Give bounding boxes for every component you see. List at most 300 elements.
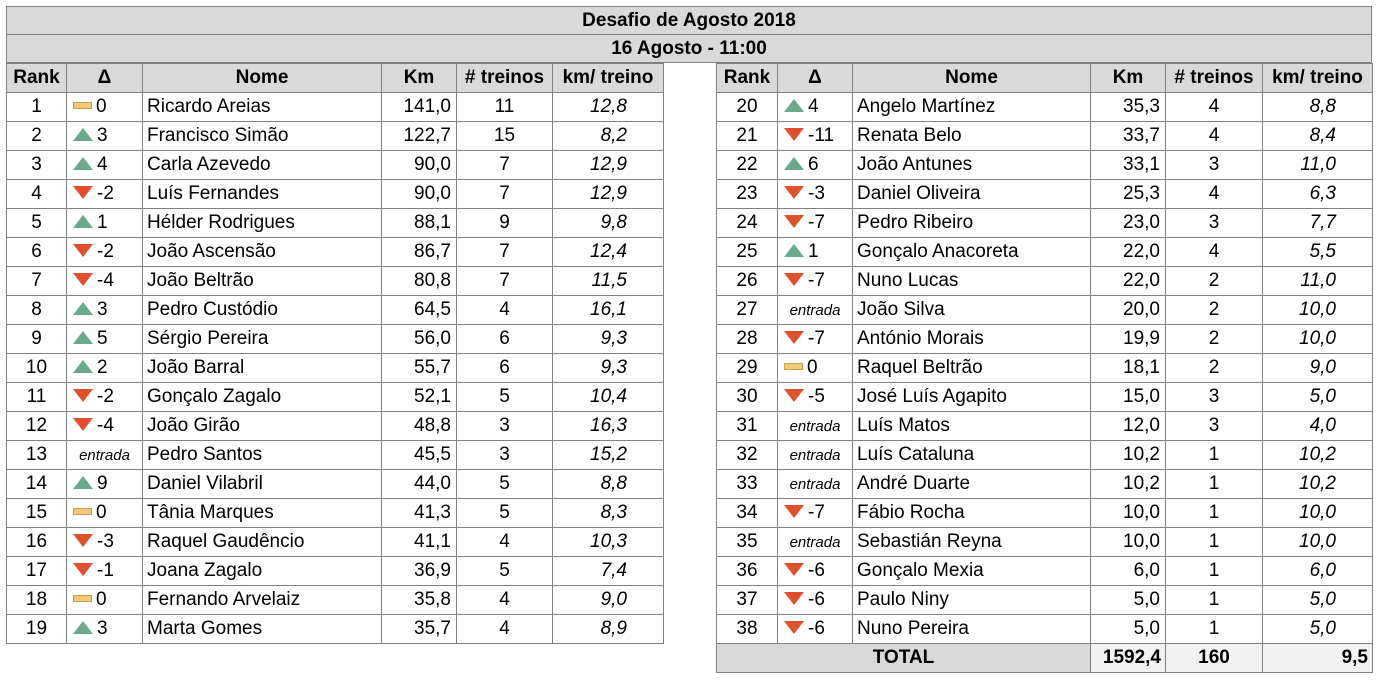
table-row bbox=[7, 151, 664, 180]
delta-cell bbox=[67, 470, 143, 499]
rank-cell: 14 bbox=[7, 470, 67, 499]
table-row bbox=[717, 93, 1373, 122]
triangle-down-icon bbox=[784, 592, 804, 605]
delta-cell bbox=[778, 122, 853, 151]
delta-value: entrada bbox=[789, 534, 841, 551]
km-per-treino-cell: 7,7 bbox=[1263, 209, 1373, 238]
delta-value: -7 bbox=[808, 211, 825, 233]
name-cell: Luís Fernandes bbox=[143, 180, 382, 209]
km-per-treino-cell: 12,4 bbox=[553, 238, 664, 267]
total-km: 1592,4 bbox=[1091, 644, 1166, 673]
km-cell: 19,9 bbox=[1091, 325, 1166, 354]
delta-value: -5 bbox=[808, 385, 825, 407]
triangle-up-icon bbox=[73, 476, 93, 489]
delta-value: 2 bbox=[97, 356, 108, 378]
rank-cell: 35 bbox=[717, 528, 778, 557]
equal-bar-icon bbox=[73, 508, 92, 515]
delta-cell bbox=[778, 151, 853, 180]
km-cell: 41,3 bbox=[382, 499, 457, 528]
km-cell: 33,1 bbox=[1091, 151, 1166, 180]
table-row bbox=[7, 267, 664, 296]
table-row bbox=[717, 354, 1373, 383]
km-cell: 25,3 bbox=[1091, 180, 1166, 209]
km-per-treino-cell: 8,4 bbox=[1263, 122, 1373, 151]
km-per-treino-cell: 5,5 bbox=[1263, 238, 1373, 267]
rank-cell: 27 bbox=[717, 296, 778, 325]
km-cell: 12,0 bbox=[1091, 412, 1166, 441]
table-row bbox=[717, 151, 1373, 180]
table-row bbox=[7, 586, 664, 615]
triangle-down-icon bbox=[784, 621, 804, 634]
treinos-cell: 7 bbox=[457, 238, 553, 267]
triangle-up-icon bbox=[784, 157, 804, 170]
header-row bbox=[7, 64, 664, 93]
km-per-treino-cell: 10,2 bbox=[1263, 470, 1373, 499]
delta-cell bbox=[778, 325, 853, 354]
table-row bbox=[7, 209, 664, 238]
km-cell: 10,2 bbox=[1091, 470, 1166, 499]
triangle-up-icon bbox=[73, 157, 93, 170]
table-row bbox=[717, 209, 1373, 238]
col-header-treinos: # treinos bbox=[1166, 64, 1263, 93]
table-row bbox=[717, 528, 1373, 557]
triangle-down-icon bbox=[73, 418, 93, 431]
km-cell: 5,0 bbox=[1091, 586, 1166, 615]
table-row bbox=[717, 441, 1373, 470]
km-per-treino-cell: 12,9 bbox=[553, 151, 664, 180]
name-cell: Raquel Beltrão bbox=[853, 354, 1091, 383]
treinos-cell: 1 bbox=[1166, 441, 1263, 470]
delta-value: 4 bbox=[97, 153, 108, 175]
table-row bbox=[7, 557, 664, 586]
table-row bbox=[717, 296, 1373, 325]
name-cell: Sebastián Reyna bbox=[853, 528, 1091, 557]
delta-value: 5 bbox=[97, 327, 108, 349]
km-cell: 90,0 bbox=[382, 180, 457, 209]
rank-cell: 15 bbox=[7, 499, 67, 528]
treinos-cell: 4 bbox=[457, 615, 553, 644]
delta-value: -3 bbox=[808, 182, 825, 204]
km-cell: 23,0 bbox=[1091, 209, 1166, 238]
km-cell: 52,1 bbox=[382, 383, 457, 412]
name-cell: Tânia Marques bbox=[143, 499, 382, 528]
treinos-cell: 1 bbox=[1166, 615, 1263, 644]
rank-cell: 17 bbox=[7, 557, 67, 586]
table-row bbox=[717, 557, 1373, 586]
rank-cell: 6 bbox=[7, 238, 67, 267]
delta-value: 3 bbox=[97, 124, 108, 146]
km-cell: 122,7 bbox=[382, 122, 457, 151]
equal-bar-icon bbox=[784, 363, 803, 370]
total-row bbox=[717, 644, 1373, 673]
delta-value: -2 bbox=[97, 240, 114, 262]
treinos-cell: 5 bbox=[457, 470, 553, 499]
triangle-up-icon bbox=[73, 215, 93, 228]
name-cell: Sérgio Pereira bbox=[143, 325, 382, 354]
rank-cell: 31 bbox=[717, 412, 778, 441]
delta-value: -7 bbox=[808, 327, 825, 349]
delta-cell bbox=[67, 151, 143, 180]
rank-cell: 11 bbox=[7, 383, 67, 412]
table-row bbox=[717, 586, 1373, 615]
delta-cell bbox=[67, 238, 143, 267]
delta-value: 3 bbox=[97, 298, 108, 320]
delta-value: 3 bbox=[97, 617, 108, 639]
ranking-table-left bbox=[6, 63, 664, 644]
equal-bar-icon bbox=[73, 102, 92, 109]
delta-value: -6 bbox=[808, 617, 825, 639]
rank-cell: 19 bbox=[7, 615, 67, 644]
table-row bbox=[7, 325, 664, 354]
delta-cell bbox=[778, 470, 853, 499]
ranking-table-right bbox=[716, 63, 1373, 673]
name-cell: Nuno Pereira bbox=[853, 615, 1091, 644]
table-row bbox=[7, 122, 664, 151]
treinos-cell: 6 bbox=[457, 354, 553, 383]
table-row bbox=[717, 383, 1373, 412]
km-cell: 22,0 bbox=[1091, 267, 1166, 296]
treinos-cell: 4 bbox=[1166, 180, 1263, 209]
triangle-up-icon bbox=[784, 244, 804, 257]
km-cell: 36,9 bbox=[382, 557, 457, 586]
km-cell: 55,7 bbox=[382, 354, 457, 383]
delta-cell bbox=[778, 296, 853, 325]
km-cell: 41,1 bbox=[382, 528, 457, 557]
triangle-up-icon bbox=[73, 331, 93, 344]
km-cell: 6,0 bbox=[1091, 557, 1166, 586]
delta-value: -11 bbox=[808, 124, 835, 146]
treinos-cell: 6 bbox=[457, 325, 553, 354]
triangle-down-icon bbox=[784, 215, 804, 228]
delta-cell bbox=[778, 209, 853, 238]
name-cell: João Girão bbox=[143, 412, 382, 441]
km-per-treino-cell: 5,0 bbox=[1263, 615, 1373, 644]
triangle-up-icon bbox=[73, 360, 93, 373]
treinos-cell: 5 bbox=[457, 499, 553, 528]
delta-cell bbox=[67, 383, 143, 412]
table-row bbox=[7, 499, 664, 528]
triangle-up-icon bbox=[73, 128, 93, 141]
col-header-delta: Δ bbox=[67, 64, 143, 93]
name-cell: Luís Matos bbox=[853, 412, 1091, 441]
delta-cell bbox=[778, 557, 853, 586]
col-header-nome: Nome bbox=[853, 64, 1091, 93]
triangle-down-icon bbox=[784, 128, 804, 141]
delta-cell bbox=[67, 499, 143, 528]
km-per-treino-cell: 11,0 bbox=[1263, 151, 1373, 180]
delta-value: -2 bbox=[97, 182, 114, 204]
treinos-cell: 3 bbox=[1166, 412, 1263, 441]
delta-cell bbox=[778, 93, 853, 122]
treinos-cell: 7 bbox=[457, 151, 553, 180]
name-cell: Paulo Niny bbox=[853, 586, 1091, 615]
delta-value: entrada bbox=[789, 476, 841, 493]
km-per-treino-cell: 7,4 bbox=[553, 557, 664, 586]
delta-cell bbox=[67, 122, 143, 151]
treinos-cell: 11 bbox=[457, 93, 553, 122]
rank-cell: 10 bbox=[7, 354, 67, 383]
treinos-cell: 4 bbox=[1166, 122, 1263, 151]
equal-bar-icon bbox=[73, 595, 92, 602]
rank-cell: 32 bbox=[717, 441, 778, 470]
delta-value: -1 bbox=[97, 559, 114, 581]
km-per-treino-cell: 12,9 bbox=[553, 180, 664, 209]
km-per-treino-cell: 15,2 bbox=[553, 441, 664, 470]
name-cell: Daniel Oliveira bbox=[853, 180, 1091, 209]
name-cell: João Beltrão bbox=[143, 267, 382, 296]
km-cell: 20,0 bbox=[1091, 296, 1166, 325]
name-cell: Gonçalo Anacoreta bbox=[853, 238, 1091, 267]
table-row bbox=[7, 615, 664, 644]
treinos-cell: 3 bbox=[457, 441, 553, 470]
delta-cell bbox=[778, 441, 853, 470]
delta-value: 4 bbox=[808, 95, 819, 117]
delta-cell bbox=[67, 325, 143, 354]
name-cell: José Luís Agapito bbox=[853, 383, 1091, 412]
rank-cell: 16 bbox=[7, 528, 67, 557]
delta-cell bbox=[67, 354, 143, 383]
table-row bbox=[7, 441, 664, 470]
delta-value: entrada bbox=[789, 302, 841, 319]
table-row bbox=[7, 354, 664, 383]
name-cell: Gonçalo Zagalo bbox=[143, 383, 382, 412]
delta-value: -2 bbox=[97, 385, 114, 407]
delta-cell bbox=[67, 296, 143, 325]
delta-value: 9 bbox=[97, 472, 108, 494]
delta-cell bbox=[778, 528, 853, 557]
km-per-treino-cell: 9,3 bbox=[553, 354, 664, 383]
delta-value: -4 bbox=[97, 269, 114, 291]
treinos-cell: 4 bbox=[457, 528, 553, 557]
name-cell: Marta Gomes bbox=[143, 615, 382, 644]
table-row bbox=[7, 296, 664, 325]
delta-cell bbox=[67, 528, 143, 557]
km-cell: 35,8 bbox=[382, 586, 457, 615]
delta-value: 0 bbox=[96, 95, 107, 117]
delta-cell bbox=[67, 267, 143, 296]
rank-cell: 26 bbox=[717, 267, 778, 296]
col-header-rank: Rank bbox=[717, 64, 778, 93]
rank-cell: 7 bbox=[7, 267, 67, 296]
table-row bbox=[717, 470, 1373, 499]
km-per-treino-cell: 10,0 bbox=[1263, 296, 1373, 325]
delta-cell bbox=[67, 180, 143, 209]
rank-cell: 21 bbox=[717, 122, 778, 151]
km-cell: 35,3 bbox=[1091, 93, 1166, 122]
table-row bbox=[7, 412, 664, 441]
km-per-treino-cell: 6,0 bbox=[1263, 557, 1373, 586]
table-row bbox=[7, 528, 664, 557]
km-cell: 18,1 bbox=[1091, 354, 1166, 383]
rank-cell: 18 bbox=[7, 586, 67, 615]
treinos-cell: 7 bbox=[457, 180, 553, 209]
delta-value: entrada bbox=[789, 418, 841, 435]
rank-cell: 30 bbox=[717, 383, 778, 412]
treinos-cell: 3 bbox=[1166, 209, 1263, 238]
treinos-cell: 3 bbox=[1166, 151, 1263, 180]
delta-cell bbox=[778, 354, 853, 383]
rank-cell: 3 bbox=[7, 151, 67, 180]
table-row bbox=[717, 238, 1373, 267]
km-per-treino-cell: 11,5 bbox=[553, 267, 664, 296]
delta-value: 0 bbox=[807, 356, 818, 378]
rank-cell: 9 bbox=[7, 325, 67, 354]
treinos-cell: 3 bbox=[1166, 383, 1263, 412]
treinos-cell: 4 bbox=[457, 586, 553, 615]
treinos-cell: 2 bbox=[1166, 354, 1263, 383]
triangle-down-icon bbox=[73, 273, 93, 286]
delta-cell bbox=[67, 441, 143, 470]
km-per-treino-cell: 10,0 bbox=[1263, 499, 1373, 528]
delta-cell bbox=[778, 267, 853, 296]
triangle-down-icon bbox=[73, 244, 93, 257]
table-row bbox=[7, 180, 664, 209]
header-row bbox=[717, 64, 1373, 93]
page-title: Desafio de Agosto 2018 bbox=[6, 6, 1372, 35]
col-header-rank: Rank bbox=[7, 64, 67, 93]
km-per-treino-cell: 9,3 bbox=[553, 325, 664, 354]
km-cell: 45,5 bbox=[382, 441, 457, 470]
name-cell: João Barral bbox=[143, 354, 382, 383]
km-per-treino-cell: 10,2 bbox=[1263, 441, 1373, 470]
delta-value: -4 bbox=[97, 414, 114, 436]
name-cell: André Duarte bbox=[853, 470, 1091, 499]
triangle-down-icon bbox=[784, 273, 804, 286]
rank-cell: 13 bbox=[7, 441, 67, 470]
triangle-down-icon bbox=[784, 186, 804, 199]
rank-cell: 38 bbox=[717, 615, 778, 644]
km-per-treino-cell: 12,8 bbox=[553, 93, 664, 122]
triangle-down-icon bbox=[784, 331, 804, 344]
name-cell: Pedro Santos bbox=[143, 441, 382, 470]
table-row bbox=[717, 615, 1373, 644]
name-cell: Daniel Vilabril bbox=[143, 470, 382, 499]
km-per-treino-cell: 10,0 bbox=[1263, 528, 1373, 557]
km-per-treino-cell: 8,8 bbox=[1263, 93, 1373, 122]
rank-cell: 36 bbox=[717, 557, 778, 586]
name-cell: Renata Belo bbox=[853, 122, 1091, 151]
km-cell: 64,5 bbox=[382, 296, 457, 325]
rank-cell: 37 bbox=[717, 586, 778, 615]
treinos-cell: 4 bbox=[457, 296, 553, 325]
rank-cell: 25 bbox=[717, 238, 778, 267]
delta-value: -6 bbox=[808, 588, 825, 610]
delta-value: 0 bbox=[96, 588, 107, 610]
name-cell: Carla Azevedo bbox=[143, 151, 382, 180]
rank-cell: 4 bbox=[7, 180, 67, 209]
delta-value: -7 bbox=[808, 501, 825, 523]
delta-cell bbox=[778, 412, 853, 441]
treinos-cell: 7 bbox=[457, 267, 553, 296]
name-cell: Hélder Rodrigues bbox=[143, 209, 382, 238]
treinos-cell: 9 bbox=[457, 209, 553, 238]
triangle-up-icon bbox=[784, 99, 804, 112]
name-cell: Angelo Martínez bbox=[853, 93, 1091, 122]
delta-value: 0 bbox=[96, 501, 107, 523]
treinos-cell: 1 bbox=[1166, 499, 1263, 528]
triangle-up-icon bbox=[73, 621, 93, 634]
rank-cell: 29 bbox=[717, 354, 778, 383]
delta-value: -6 bbox=[808, 559, 825, 581]
table-row bbox=[717, 412, 1373, 441]
km-cell: 15,0 bbox=[1091, 383, 1166, 412]
table-row bbox=[7, 470, 664, 499]
treinos-cell: 2 bbox=[1166, 267, 1263, 296]
rank-cell: 23 bbox=[717, 180, 778, 209]
km-per-treino-cell: 10,4 bbox=[553, 383, 664, 412]
col-header-km-per-treino: km/ treino bbox=[1263, 64, 1373, 93]
rank-cell: 34 bbox=[717, 499, 778, 528]
delta-value: -3 bbox=[97, 530, 114, 552]
delta-cell bbox=[67, 557, 143, 586]
delta-cell bbox=[67, 93, 143, 122]
table-row bbox=[7, 383, 664, 412]
km-cell: 80,8 bbox=[382, 267, 457, 296]
km-per-treino-cell: 10,0 bbox=[1263, 325, 1373, 354]
triangle-down-icon bbox=[784, 389, 804, 402]
total-km-per-treino: 9,5 bbox=[1263, 644, 1373, 673]
delta-cell bbox=[67, 586, 143, 615]
name-cell: Gonçalo Mexia bbox=[853, 557, 1091, 586]
km-cell: 88,1 bbox=[382, 209, 457, 238]
km-cell: 141,0 bbox=[382, 93, 457, 122]
treinos-cell: 4 bbox=[1166, 238, 1263, 267]
triangle-down-icon bbox=[73, 186, 93, 199]
delta-value: -7 bbox=[808, 269, 825, 291]
treinos-cell: 15 bbox=[457, 122, 553, 151]
km-cell: 22,0 bbox=[1091, 238, 1166, 267]
delta-value: entrada bbox=[79, 447, 130, 464]
table-row bbox=[717, 180, 1373, 209]
name-cell: João Antunes bbox=[853, 151, 1091, 180]
rank-cell: 12 bbox=[7, 412, 67, 441]
km-cell: 10,0 bbox=[1091, 528, 1166, 557]
name-cell: Pedro Ribeiro bbox=[853, 209, 1091, 238]
col-header-km: Km bbox=[1091, 64, 1166, 93]
name-cell: João Silva bbox=[853, 296, 1091, 325]
treinos-cell: 2 bbox=[1166, 296, 1263, 325]
km-cell: 44,0 bbox=[382, 470, 457, 499]
km-cell: 35,7 bbox=[382, 615, 457, 644]
delta-cell bbox=[778, 238, 853, 267]
triangle-up-icon bbox=[73, 302, 93, 315]
rank-cell: 5 bbox=[7, 209, 67, 238]
km-per-treino-cell: 9,8 bbox=[553, 209, 664, 238]
name-cell: Fábio Rocha bbox=[853, 499, 1091, 528]
delta-cell bbox=[67, 209, 143, 238]
treinos-cell: 3 bbox=[457, 412, 553, 441]
delta-cell bbox=[778, 586, 853, 615]
km-per-treino-cell: 8,9 bbox=[553, 615, 664, 644]
treinos-cell: 2 bbox=[1166, 325, 1263, 354]
triangle-down-icon bbox=[784, 505, 804, 518]
col-header-delta: Δ bbox=[778, 64, 853, 93]
table-row bbox=[717, 499, 1373, 528]
km-per-treino-cell: 16,3 bbox=[553, 412, 664, 441]
triangle-down-icon bbox=[73, 563, 93, 576]
rank-cell: 24 bbox=[717, 209, 778, 238]
total-label: TOTAL bbox=[717, 644, 1091, 673]
table-row bbox=[7, 238, 664, 267]
page-subtitle: 16 Agosto - 11:00 bbox=[6, 34, 1372, 63]
rank-cell: 22 bbox=[717, 151, 778, 180]
treinos-cell: 5 bbox=[457, 383, 553, 412]
table-row bbox=[717, 325, 1373, 354]
triangle-down-icon bbox=[73, 389, 93, 402]
treinos-cell: 4 bbox=[1166, 93, 1263, 122]
rank-cell: 2 bbox=[7, 122, 67, 151]
name-cell: João Ascensão bbox=[143, 238, 382, 267]
